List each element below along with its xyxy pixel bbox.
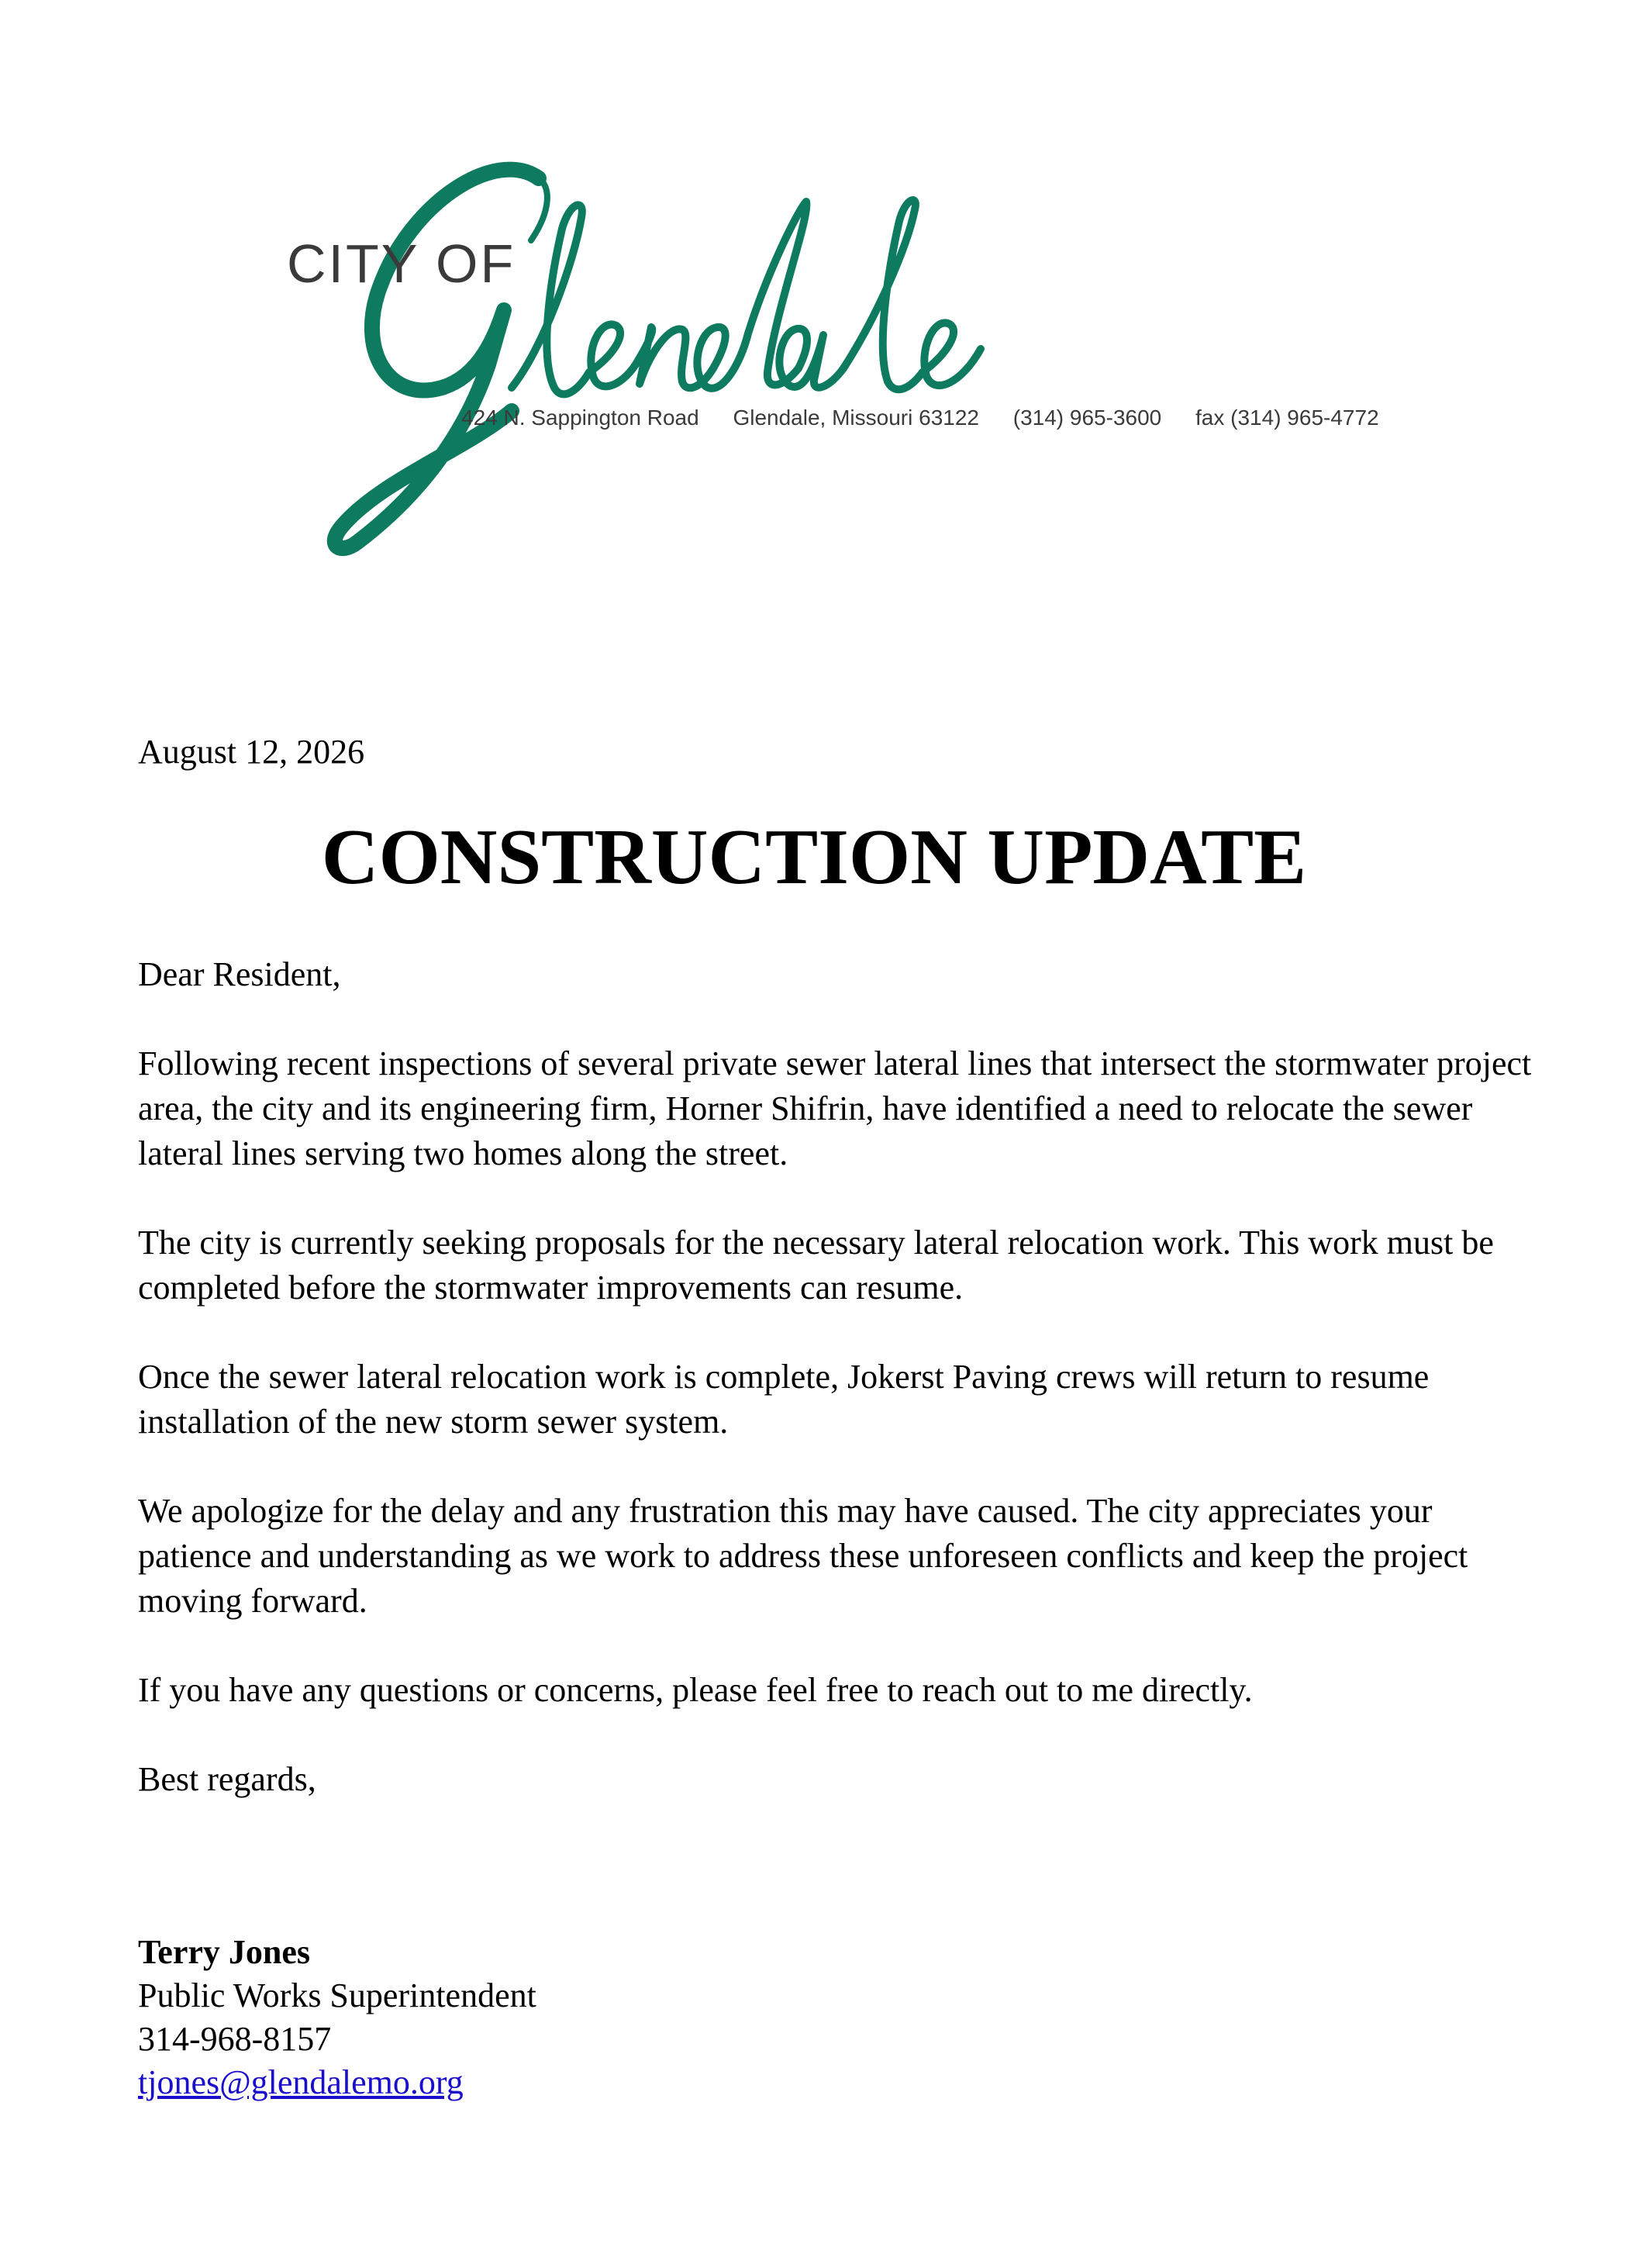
signature-title: Public Works Superintendent — [138, 1976, 536, 2014]
logo-of-word: OF — [436, 233, 516, 294]
paragraph-contact: If you have any questions or concerns, please feel free to reach out to me directly. — [138, 1671, 1253, 1709]
letterhead — [264, 155, 1543, 558]
signature-block — [138, 1931, 536, 2104]
paragraph-apology: We apologize for the delay and any frustration this may have caused. The city appreciates your patience and understanding as we work to address these unforeseen conflicts and keep the project moving forward. — [138, 1492, 1468, 1620]
signature-phone: 314-968-8157 — [138, 2020, 332, 2058]
letterhead-contact-line — [461, 407, 1407, 429]
letterhead-phone: (314) 965-3600 — [1012, 406, 1162, 430]
signature-name: Terry Jones — [138, 1933, 311, 1971]
city-logo-script — [264, 155, 1039, 558]
paragraph-resume-work: Once the sewer lateral relocation work is complete, Jokerst Paving crews will return to resume installation of the new storm sewer system. — [138, 1358, 1430, 1441]
letterhead-address: 424 N. Sappington Road — [461, 406, 699, 430]
logo-city-word: CITY — [287, 233, 420, 294]
letter-body — [138, 952, 1533, 1846]
page-title: CONSTRUCTION UPDATE — [321, 813, 1307, 901]
letter-date: August 12, 2026 — [138, 733, 365, 771]
letterhead-fax: fax (314) 965-4772 — [1195, 406, 1379, 430]
closing: Best regards, — [138, 1760, 316, 1798]
salutation: Dear Resident, — [138, 955, 341, 993]
signature-email-link[interactable]: tjones@glendalemo.org — [138, 2063, 464, 2101]
letterhead-city-state-zip: Glendale, Missouri 63122 — [733, 406, 979, 430]
paragraph-inspections: Following recent inspections of several private sewer lateral lines that intersect the stormwater project area, the city and its engineering firm, Horner Shifrin, have identified a need to relocate the sewer lateral lines serving two homes along the street. — [138, 1044, 1532, 1172]
paragraph-proposals: The city is currently seeking proposals for the necessary lateral relocation work. This work must be completed before the stormwater improvements can resume. — [138, 1224, 1494, 1307]
